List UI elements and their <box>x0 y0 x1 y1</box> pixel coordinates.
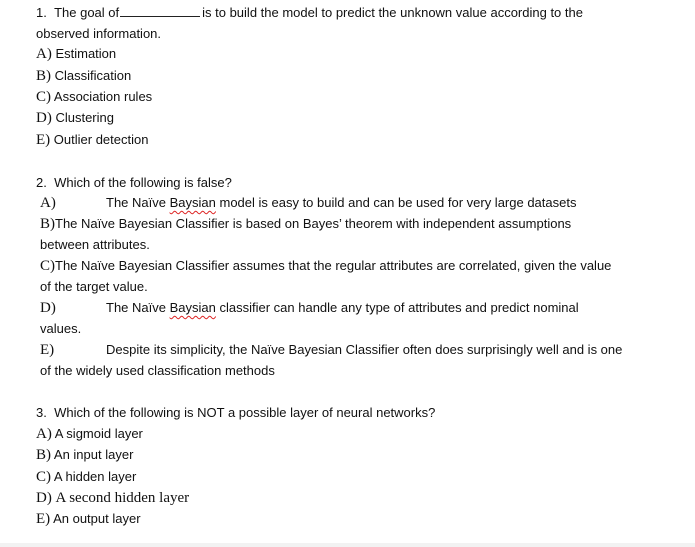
question-text: The goal of <box>54 5 120 20</box>
misspelled-word: Baysian <box>169 195 216 210</box>
question-text: Which of the following is NOT a possible layer of neural networks? <box>54 405 436 420</box>
option-text: An output layer <box>53 511 141 526</box>
q2-option-b <box>40 216 571 232</box>
option-text: A hidden layer <box>53 469 137 484</box>
question-1-prompt <box>36 5 583 21</box>
q1-option-a <box>36 46 116 62</box>
option-letter: B) <box>40 216 55 232</box>
question-2-prompt <box>36 175 232 191</box>
option-text: Classification <box>54 68 132 83</box>
option-text: Despite its simplicity, the Naïve Bayesian Classifier often does surprisingly well and is one <box>106 342 623 357</box>
option-letter: E) <box>36 132 51 148</box>
option-text: model is easy to build and can be used for very large datasets <box>219 195 577 210</box>
page-bottom-edge <box>0 543 695 547</box>
q3-option-c <box>36 469 136 485</box>
question-text: is to build the model to predict the unknown value according to the <box>202 5 583 20</box>
option-text: An input layer <box>53 447 134 462</box>
option-letter: B) <box>36 447 51 463</box>
question-number: 1. <box>36 5 47 20</box>
option-text: A second hidden layer <box>55 490 190 506</box>
option-text: Outlier detection <box>53 132 149 147</box>
q2-option-c <box>40 258 611 274</box>
option-text: The Naïve <box>106 195 166 210</box>
q3-option-a <box>36 426 143 442</box>
answer-blank <box>120 5 200 17</box>
option-text: A sigmoid layer <box>54 426 143 441</box>
option-text: Estimation <box>55 46 117 61</box>
question-number: 2. <box>36 175 47 190</box>
option-text: The Naïve Bayesian Classifier assumes that the regular attributes are correlated, given the value <box>55 258 612 273</box>
q2-option-d <box>40 300 579 316</box>
option-letter: C) <box>36 89 51 105</box>
option-text: Association rules <box>53 89 153 104</box>
q1-option-c <box>36 89 152 105</box>
option-text: Clustering <box>55 110 114 125</box>
q2-option-e <box>40 342 622 358</box>
q3-option-e <box>36 511 141 527</box>
q2-option-c-continued: of the target value. <box>40 279 148 294</box>
option-letter: A) <box>36 46 52 62</box>
option-letter: B) <box>36 68 51 84</box>
question-text: Which of the following is false? <box>54 175 232 190</box>
option-letter: A) <box>36 426 52 442</box>
question-1-prompt-continued: observed information. <box>36 26 162 41</box>
q2-option-d-continued: values. <box>40 321 82 336</box>
q1-option-b <box>36 68 131 84</box>
option-letter: E) <box>36 511 51 527</box>
option-letter: D) <box>40 300 56 316</box>
question-3-prompt <box>36 405 435 421</box>
q1-option-e <box>36 132 148 148</box>
q2-option-a <box>40 195 576 211</box>
q3-option-d <box>36 490 189 506</box>
option-letter: D) <box>36 110 52 126</box>
q1-option-d <box>36 110 114 126</box>
option-letter: D) <box>36 490 52 506</box>
q2-option-e-continued: of the widely used classification methods <box>40 363 275 378</box>
option-letter: C) <box>36 469 51 485</box>
q3-option-b <box>36 447 133 463</box>
option-text: classifier can handle any type of attributes and predict nominal <box>219 300 579 315</box>
option-text: The Naïve <box>106 300 166 315</box>
question-number: 3. <box>36 405 47 420</box>
q2-option-b-continued: between attributes. <box>40 237 150 252</box>
option-letter: E) <box>40 342 55 358</box>
option-text: The Naïve Bayesian Classifier is based on Bayes’ theorem with independent assumptions <box>55 216 572 231</box>
misspelled-word: Baysian <box>169 300 216 315</box>
option-letter: C) <box>40 258 55 274</box>
option-letter: A) <box>40 195 56 211</box>
